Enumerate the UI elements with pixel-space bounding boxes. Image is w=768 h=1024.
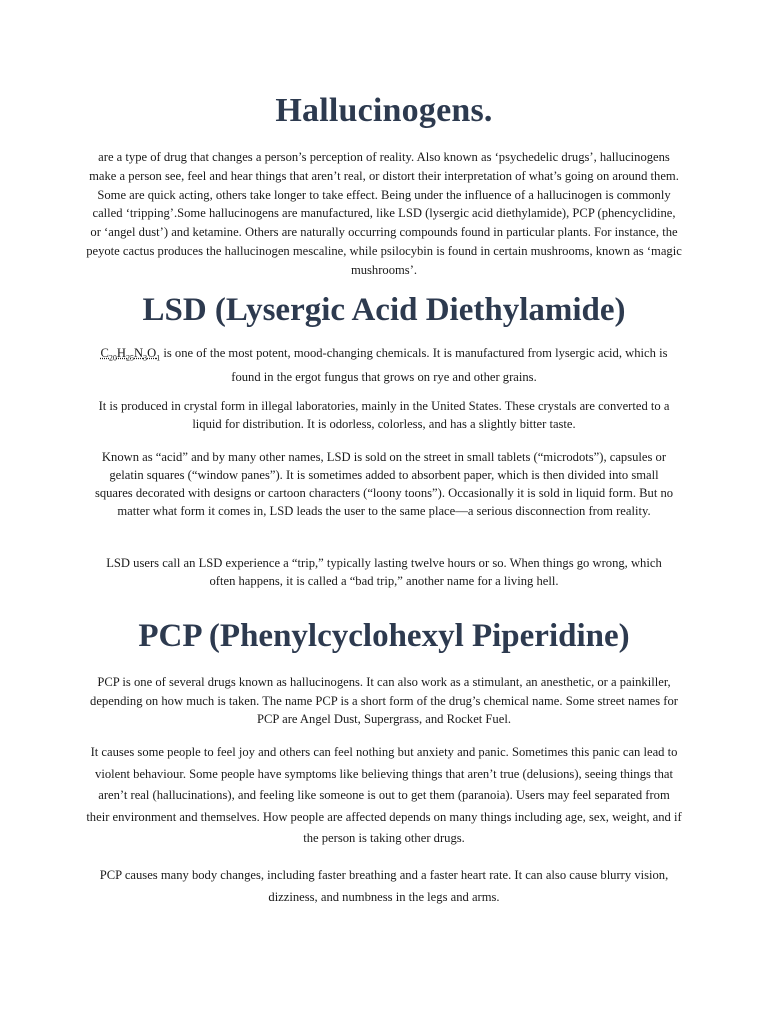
lsd-chemical-formula: $C_{20}H_{25}N_3O_1$ xyxy=(100,346,161,363)
lsd-paragraph-1: $C_{20}H_{25}N_3O_1$ is one of the most potent, mood-changing chemicals. It is manufactured from lysergic acid, which is found in the ergot fungus that grows on rye and other grains. xyxy=(100,346,668,384)
pcp-paragraph-2: It causes some people to feel joy and others can feel nothing but anxiety and panic. Sometimes this panic can lead to violent behaviour. Some people have symptoms like believing things that aren’t true (delusions), seeing things that aren’t real (hallucinations), and feeling like someone is out to get them (paranoia). Users may feel separated from their environment and themselves. How people are affected depends on many things including age, sex, weight, and if the person is taking other drugs. xyxy=(86,745,682,845)
lsd-paragraph-2: It is produced in crystal form in illegal laboratories, mainly in the United States. These crystals are converted to a liquid for distribution. It is odorless, colorless, and has a slightly bitter taste. xyxy=(98,399,670,431)
lsd-heading: LSD (Lysergic Acid Diethylamide) xyxy=(142,292,626,328)
pcp-paragraph-1: PCP is one of several drugs known as hallucinogens. It can also work as a stimulant, an anesthetic, or a painkiller, depending on how much is taken. The name PCP is a short form of the drug’s chemical name. Some street names for PCP are Angel Dust, Supergrass, and Rocket Fuel. xyxy=(90,675,678,727)
lsd-paragraph-4: LSD users call an LSD experience a “trip,” typically lasting twelve hours or so. When things go wrong, which often happens, it is called a “bad trip,” another name for a living hell. xyxy=(106,556,662,588)
lsd-paragraph-3: Known as “acid” and by many other names, LSD is sold on the street in small tablets (“microdots”), capsules or gelatin squares (“window panes”). It is sometimes added to absorbent paper, which is then divided into small squares decorated with designs or cartoon characters (“loony toons”). Occasionally it is sold in liquid form. But no matter what form it comes in, LSD leads the user to the same place—a serious disconnection from reality. xyxy=(94,450,674,518)
pcp-paragraph-3: PCP causes many body changes, including faster breathing and a faster heart rate. It can also cause blurry vision, dizziness, and numbness in the legs and arms. xyxy=(99,868,669,904)
pcp-heading: PCP (Phenylcyclohexyl Piperidine) xyxy=(138,618,630,654)
page-title: Hallucinogens. xyxy=(275,92,493,129)
intro-paragraph: are a type of drug that changes a person’s perception of reality. Also known as ‘psychedelic drugs’, hallucinogens make a person see, feel and hear things that aren’t real, or distort their interpretation of what’s going on around them. Some are quick acting, others take longer to take effect. Being under the influence of a hallucinogen is commonly called ‘tripping’.Some hallucinogens are manufactured, like LSD (lysergic acid diethylamide), PCP (phencyclidine, or ‘angel dust’) and ketamine. Others are naturally occurring compounds found in particular plants. For instance, the peyote cactus produces the hallucinogen mescaline, while psilocybin is found in certain mushrooms, known as ‘magic mushrooms’. xyxy=(86,150,682,277)
